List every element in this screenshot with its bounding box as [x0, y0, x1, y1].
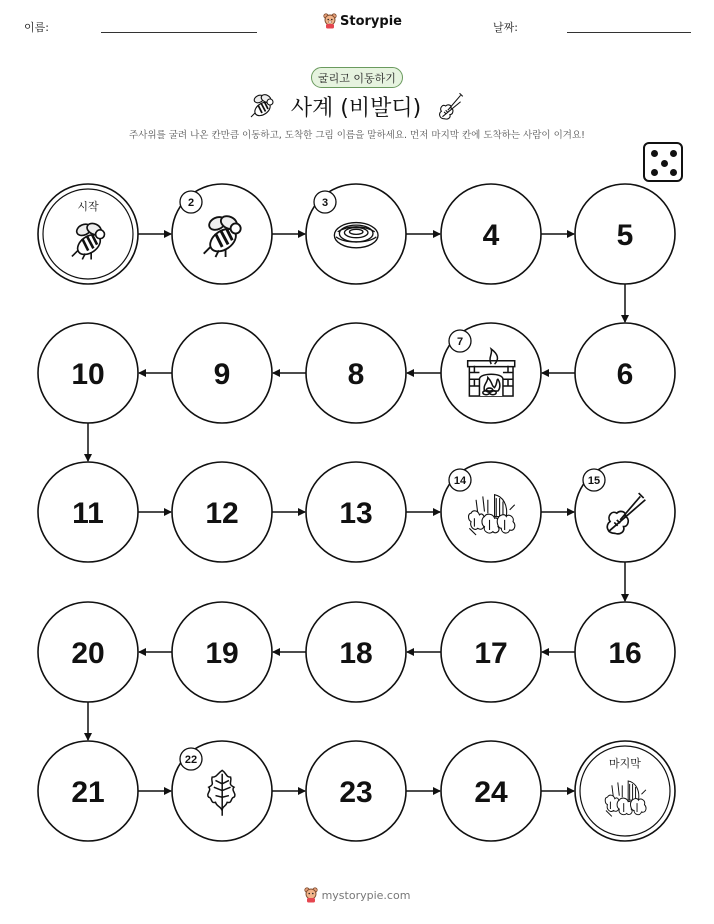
board-cell-4: [441, 184, 541, 284]
cell-number: 21: [71, 776, 105, 809]
cell-number: 24: [474, 776, 508, 809]
cell-number: 17: [474, 637, 508, 670]
board-cell-5: [575, 184, 675, 284]
finish-label: 마지막: [609, 757, 641, 770]
cell-number: 18: [339, 637, 373, 670]
board-cell-9: [172, 323, 272, 423]
footer-url: mystorypie.com: [321, 888, 411, 902]
board-cell-16: [575, 602, 675, 702]
instructions-text: 주사위를 굴려 나온 칸만큼 이동하고, 도착한 그림 이름을 말하세요. 먼저 마지막 칸에 도착하는 사람이 이겨요!: [129, 130, 585, 141]
cell-number-badge: 14: [453, 475, 467, 487]
cell-number: 12: [205, 497, 239, 530]
board-cell-10: [38, 323, 138, 423]
cell-number: 19: [205, 637, 239, 670]
cell-number-badge: 22: [184, 754, 198, 766]
board-cell-17: [441, 602, 541, 702]
date-label: 날짜:: [493, 21, 518, 34]
board-cell-15: [575, 462, 675, 562]
cell-number: 13: [339, 497, 373, 530]
footer: [0, 887, 714, 903]
cell-number-badge: 2: [187, 197, 195, 209]
name-label: 이름:: [24, 21, 49, 34]
board-cell-14: [441, 462, 541, 562]
board-cell-6: [575, 323, 675, 423]
board-cell-25: [575, 741, 675, 841]
board-cell-12: [172, 462, 272, 562]
board-cell-23: [306, 741, 406, 841]
board-cell-24: [441, 741, 541, 841]
nest-icon: [334, 223, 378, 248]
cell-number: 10: [71, 358, 105, 391]
cell-number: 20: [71, 637, 105, 670]
brand-name: Storypie: [340, 13, 402, 29]
board-cell-18: [306, 602, 406, 702]
board-cells: [38, 184, 675, 841]
cell-number: 8: [347, 358, 365, 391]
cell-number: 23: [339, 776, 373, 809]
board-cell-8: [306, 323, 406, 423]
cell-number: 11: [72, 497, 104, 530]
board-cell-22: [172, 741, 272, 841]
board-cell-1: [38, 184, 138, 284]
cell-number: 9: [213, 358, 231, 391]
start-label: 시작: [77, 200, 99, 213]
cell-number: 4: [482, 219, 500, 252]
activity-badge: 굴리고 이동하기: [311, 67, 403, 88]
board-cell-2: [172, 184, 272, 284]
cell-number: 16: [608, 637, 642, 670]
cell-number-badge: 3: [321, 197, 329, 209]
board-cell-7: [441, 323, 541, 423]
cell-number-badge: 15: [587, 475, 601, 487]
cell-number-badge: 7: [456, 336, 464, 348]
board-cell-13: [306, 462, 406, 562]
cell-number: 5: [616, 219, 634, 252]
board-cell-21: [38, 741, 138, 841]
title-text: 사계 (비발디): [290, 95, 422, 121]
bear-mascot-icon: [304, 887, 318, 903]
cell-number: 6: [616, 358, 634, 391]
board-cell-11: [38, 462, 138, 562]
board-cell-20: [38, 602, 138, 702]
board-cell-19: [172, 602, 272, 702]
board-cell-3: [306, 184, 406, 284]
